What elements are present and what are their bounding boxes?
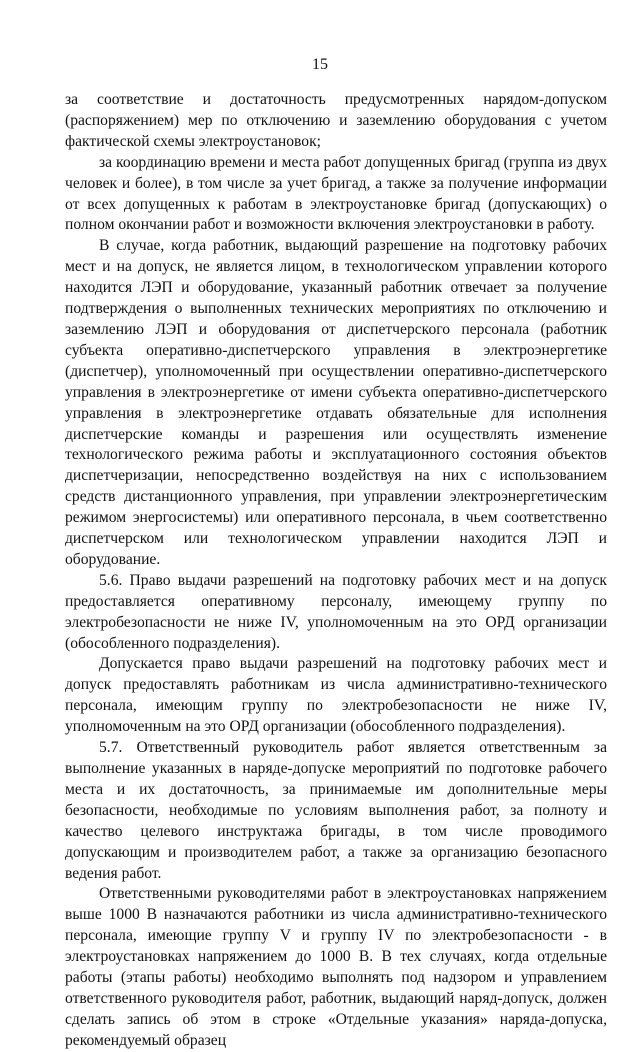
paragraph: за координацию времени и места работ допущенных бригад (группа из двух человек и более), в том числе за учет бригад, а также за получение информации от всех допущенных к работам в электроустановке бригад (допускающих) о полном окончании работ и возможности включения электроустановки в работу. (65, 153, 607, 234)
page-number: 15 (312, 56, 328, 73)
paragraph: Ответственными руководителями работ в электроустановках напряжением выше 1000 В назначаются работники из числа административно-технического персонала, имеющие группу V и группу IV по электробезопасности - в электроустановках напряжением до 1000 В. В тех случаях, когда отдельные работы (этапы работы) необходимо выполнять под надзором и управлением ответственного руководителя работ, работник, выдающий наряд-допуск, должен сделать запись об этом в строке «Отдельные указания» наряда-допуска, рекомендуемый образец (65, 885, 607, 1049)
paragraph-continued: за соответствие и достаточность предусмотренных нарядом-допуском (распоряжением) мер по отключению и заземлению оборудования с учетом фактической схемы электроустановок; (65, 91, 607, 150)
paragraph-clause-5-6: 5.6. Право выдачи разрешений на подготовку рабочих мест и на допуск предоставляется оперативному персоналу, имеющему группу по электробезопасности не ниже IV, уполномоченным на это ОРД организации (обособленного подразделения). (65, 571, 607, 652)
paragraph: Допускается право выдачи разрешений на подготовку рабочих мест и допуск предоставлять работникам из числа административно-технического персонала, имеющим группу по электробезопасности не ниже IV, уполномоченным на это ОРД организации (обособленного подразделения). (65, 655, 607, 736)
document-body (65, 90, 607, 1052)
paragraph: В случае, когда работник, выдающий разрешение на подготовку рабочих мест и на допуск, не является лицом, в технологическом управлении которого находится ЛЭП и оборудование, указанный работник отвечает за получение подтверждения о выполненных технических мероприятиях по отключению и заземлению ЛЭП и оборудования от диспетчерского персонала (работник субъекта оперативно-диспетчерского управления в электроэнергетике (диспетчер), уполномоченный при осуществлении оперативно-диспетчерского управления в электроэнергетике от имени субъекта оперативно-диспетчерского управления в электроэнергетике отдавать обязательные для исполнения диспетчерские команды и разрешения или осуществлять изменение технологического режима работы и эксплуатационного состояния объектов диспетчеризации, непосредственно воздействуя на них с использованием средств дистанционного управления, при управлении электроэнергетическим режимом энергосистемы) или оперативного персонала, в чьем соответственно диспетчерском или технологическом управлении находится ЛЭП и оборудование. (65, 237, 607, 568)
paragraph-clause-5-7: 5.7. Ответственный руководитель работ является ответственным за выполнение указанных в наряде-допуске мероприятий по подготовке рабочего места и их достаточность, за принимаемые им дополнительные меры безопасности, необходимые по условиям выполнения работ, за полноту и качество целевого инструктажа бригады, в том числе проводимого допускающим и производителем работ, а также за организацию безопасного ведения работ. (65, 739, 607, 882)
